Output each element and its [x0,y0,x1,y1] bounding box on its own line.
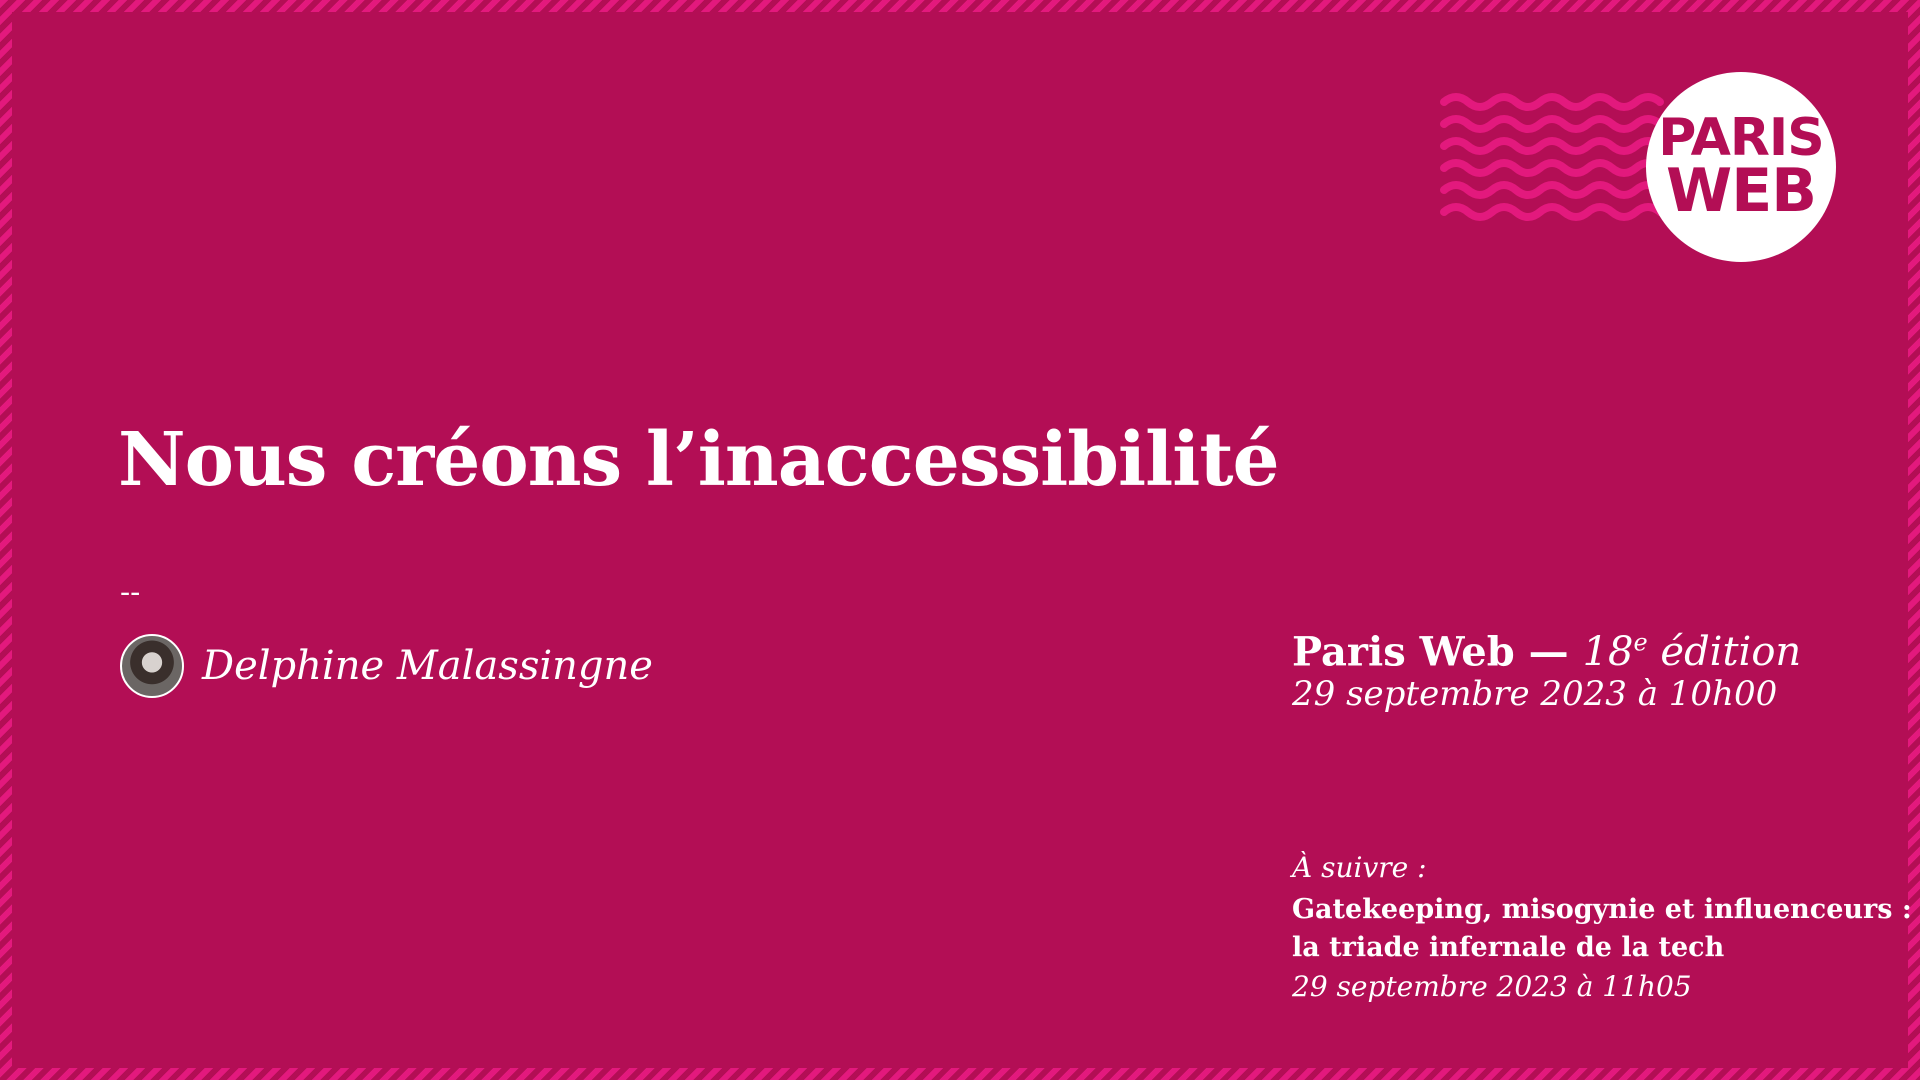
speaker-name: Delphine Malassingne [202,643,653,689]
logo-line-2: WEB [1666,156,1816,227]
separator: -- [120,575,141,610]
event-name: Paris Web [1292,628,1515,676]
edition-number: 18 [1582,629,1634,676]
event-info [1292,630,1801,715]
next-title-line-2: la triade infernale de la tech [1292,931,1725,963]
paris-web-logo [1646,72,1836,262]
next-talk [1292,848,1912,1006]
next-label: À suivre : [1292,851,1427,884]
edition-sup: e [1633,629,1648,657]
slide [12,12,1912,1068]
next-title-line-1: Gatekeeping, misogynie et influenceurs : [1292,894,1912,926]
next-date: 29 septembre 2023 à 11h05 [1292,969,1692,1003]
speaker [120,634,653,698]
event-date: 29 septembre 2023 à 10h00 [1292,674,1778,715]
event-heading [1292,630,1801,674]
edition-word: édition [1647,629,1802,676]
event-edition [1583,629,1802,675]
event-dash: — [1514,628,1583,676]
talk-title: Nous créons l’inaccessibilité [118,417,1279,503]
waves-decoration [1436,92,1666,242]
logo-line-1: PARIS [1658,107,1824,168]
next-title [1292,891,1912,967]
speaker-avatar [120,634,184,698]
